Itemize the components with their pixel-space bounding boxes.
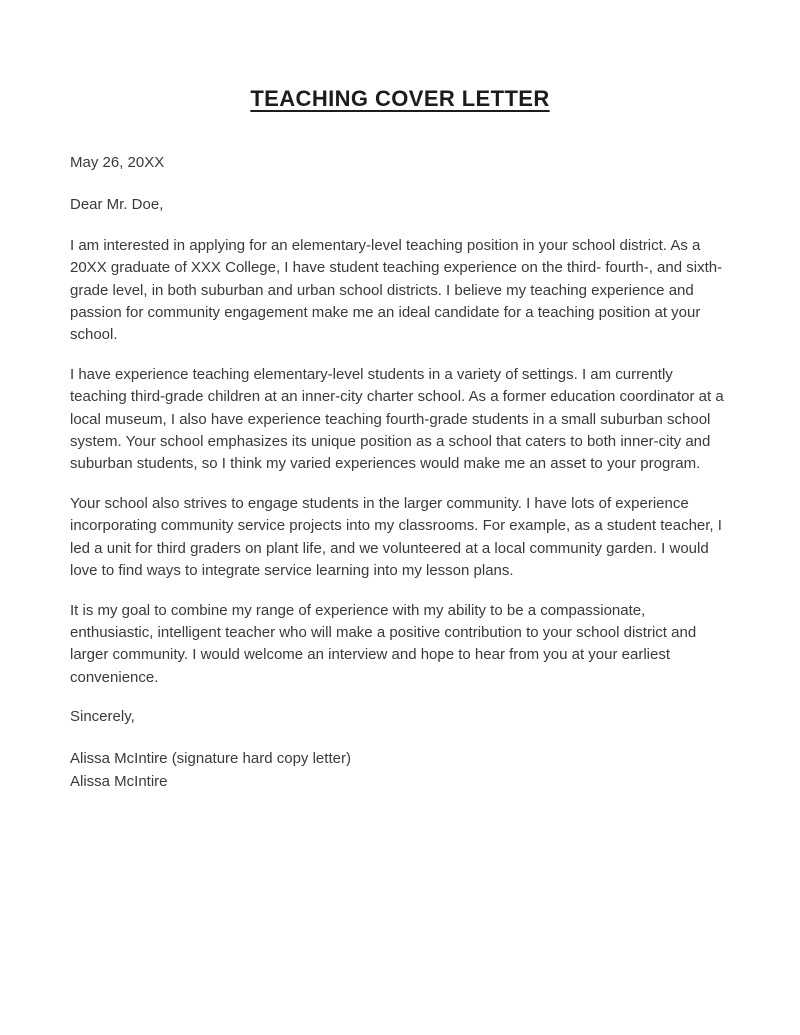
page-title: TEACHING COVER LETTER — [250, 86, 550, 111]
signature-note: Alissa McIntire (signature hard copy letter) — [70, 749, 351, 767]
body-paragraph-2: I have experience teaching elementary-level students in a variety of settings. I am currently teaching third-grade children at an inner-city charter school. As a former education coordinator at a local museum, I also have experience teaching fourth-grade students in a small suburban school system. Your school emphasizes its unique position as a school that caters to both inner-city and suburban students, so I think my varied experiences would make me an asset to your program. — [70, 365, 724, 473]
date-line: May 26, 20XX — [70, 154, 165, 171]
body-paragraph-1: I am interested in applying for an elementary-level teaching position in your school district. As a 20XX graduate of XXX College, I have student teaching experience on the third- fourth-, and sixth-grade level, in both suburban and urban school districts. I believe my teaching experience and passion for community engagement make me an ideal candidate for a teaching position at your school. — [70, 236, 723, 344]
body-paragraph-3: Your school also strives to engage students in the larger community. I have lots of experience incorporating community service projects into my classrooms. For example, as a student teacher, I led a unit for third graders on plant life, and we volunteered at a local community garden. I would love to find ways to integrate service learning into my lesson plans. — [70, 494, 722, 580]
signature-name: Alissa McIntire — [70, 772, 168, 790]
closing-line: Sincerely, — [70, 708, 135, 726]
salutation: Dear Mr. Doe, — [70, 196, 164, 214]
body-paragraph-4: It is my goal to combine my range of experience with my ability to be a compassionate, enthusiastic, intelligent teacher who will make a positive contribution to your school district and larger community. I would welcome an interview and hope to hear from you at your earliest convenience. — [70, 601, 697, 686]
